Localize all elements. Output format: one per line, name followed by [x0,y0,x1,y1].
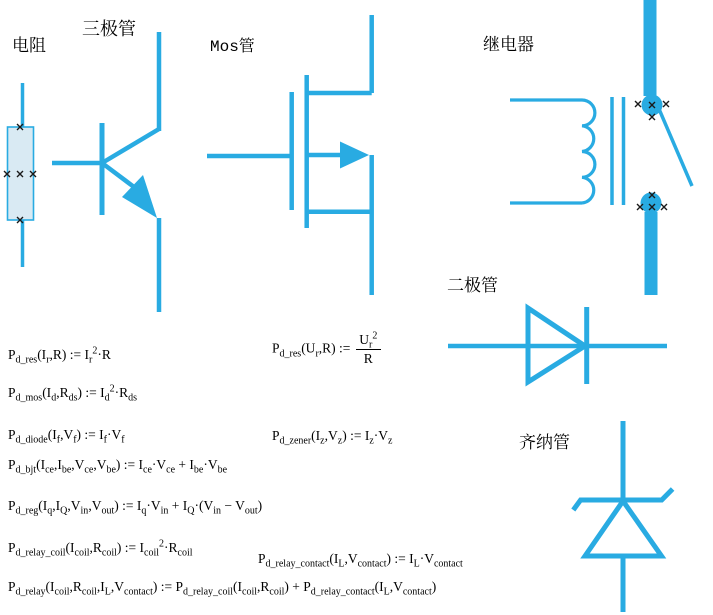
relay-symbol[interactable] [510,0,692,295]
bjt-collector-diagonal [102,129,159,163]
zener-triangle [585,501,662,556]
formula-p-d-zener[interactable]: $P_{d\_zener}(I_z,V_z)$ := $I_z\cdot V_z$ [272,428,393,447]
resistor-symbol[interactable] [4,83,36,267]
formula-p-d-res-voltage[interactable]: $P_{d\_res}(U_r,R)$ := $\frac{U_r^2}{R}$ [272,332,383,367]
label-mosfet[interactable]: Mos管 [210,38,255,56]
formula-p-d-bjt[interactable]: $P_{d\_bjt}(I_{ce},I_{be},V_{ce},V_{be})$ := $I_{ce}\cdot V_{ce} + I_{be}\cdot V_{be}$ [8,457,228,476]
pin-marker [663,101,669,107]
label-bjt[interactable]: 三极管 [82,19,136,39]
relay-coil [510,100,595,203]
label-diode[interactable]: 二极管 [447,276,498,295]
zener-symbol[interactable] [573,421,672,612]
formula-p-d-relay-contact[interactable]: $P_{d\_relay\_contact}(I_L,V_{contact})$ := $I_L\cdot V_{contact}$ [258,551,463,570]
formula-p-d-reg[interactable]: $P_{d\_reg}(I_q,I_Q,V_{in},V_{out})$ := $I_q\cdot V_{in} + I_Q\cdot(V_{in} - V_{out})$ [8,498,263,517]
bjt-emitter-diagonal [102,163,134,187]
formula-p-d-diode[interactable]: $P_{d\_diode}(I_f,V_f)$ := $I_f\cdot V_f$ [8,427,125,446]
bjt-symbol[interactable] [52,32,159,312]
pin-marker [635,101,641,107]
pin-marker [661,204,667,210]
formula-p-d-mos[interactable]: $P_{d\_mos}(I_d,R_{ds})$ := $I_d^2\cdot R_{ds}$ [8,383,137,404]
mosfet-body-arrow [340,142,369,169]
diode-symbol[interactable] [448,307,667,384]
mosfet-symbol[interactable] [207,15,372,295]
label-resistor[interactable]: 电阻 [12,36,46,55]
label-relay[interactable]: 继电器 [483,35,534,54]
formula-p-d-res-current[interactable]: $P_{d\_res}(I_r,R)$ := $I_r^2\cdot R$ [8,345,111,366]
formula-p-d-relay[interactable]: $P_{d\_relay}(I_{coil},R_{coil},I_L,V_{contact})$ := $P_{d\_relay\_coil}(I_{coil},R_{coil}) + P_{d\_relay\_contact}(I_L,V_{contact})$ [8,579,437,598]
formula-p-d-relay-coil[interactable]: $P_{d\_relay\_coil}(I_{coil},R_{coil})$ := $I_{coil}^2\cdot R_{coil}$ [8,538,193,559]
relay-switch-arm [659,109,692,186]
label-zener[interactable]: 齐纳管 [519,433,570,452]
